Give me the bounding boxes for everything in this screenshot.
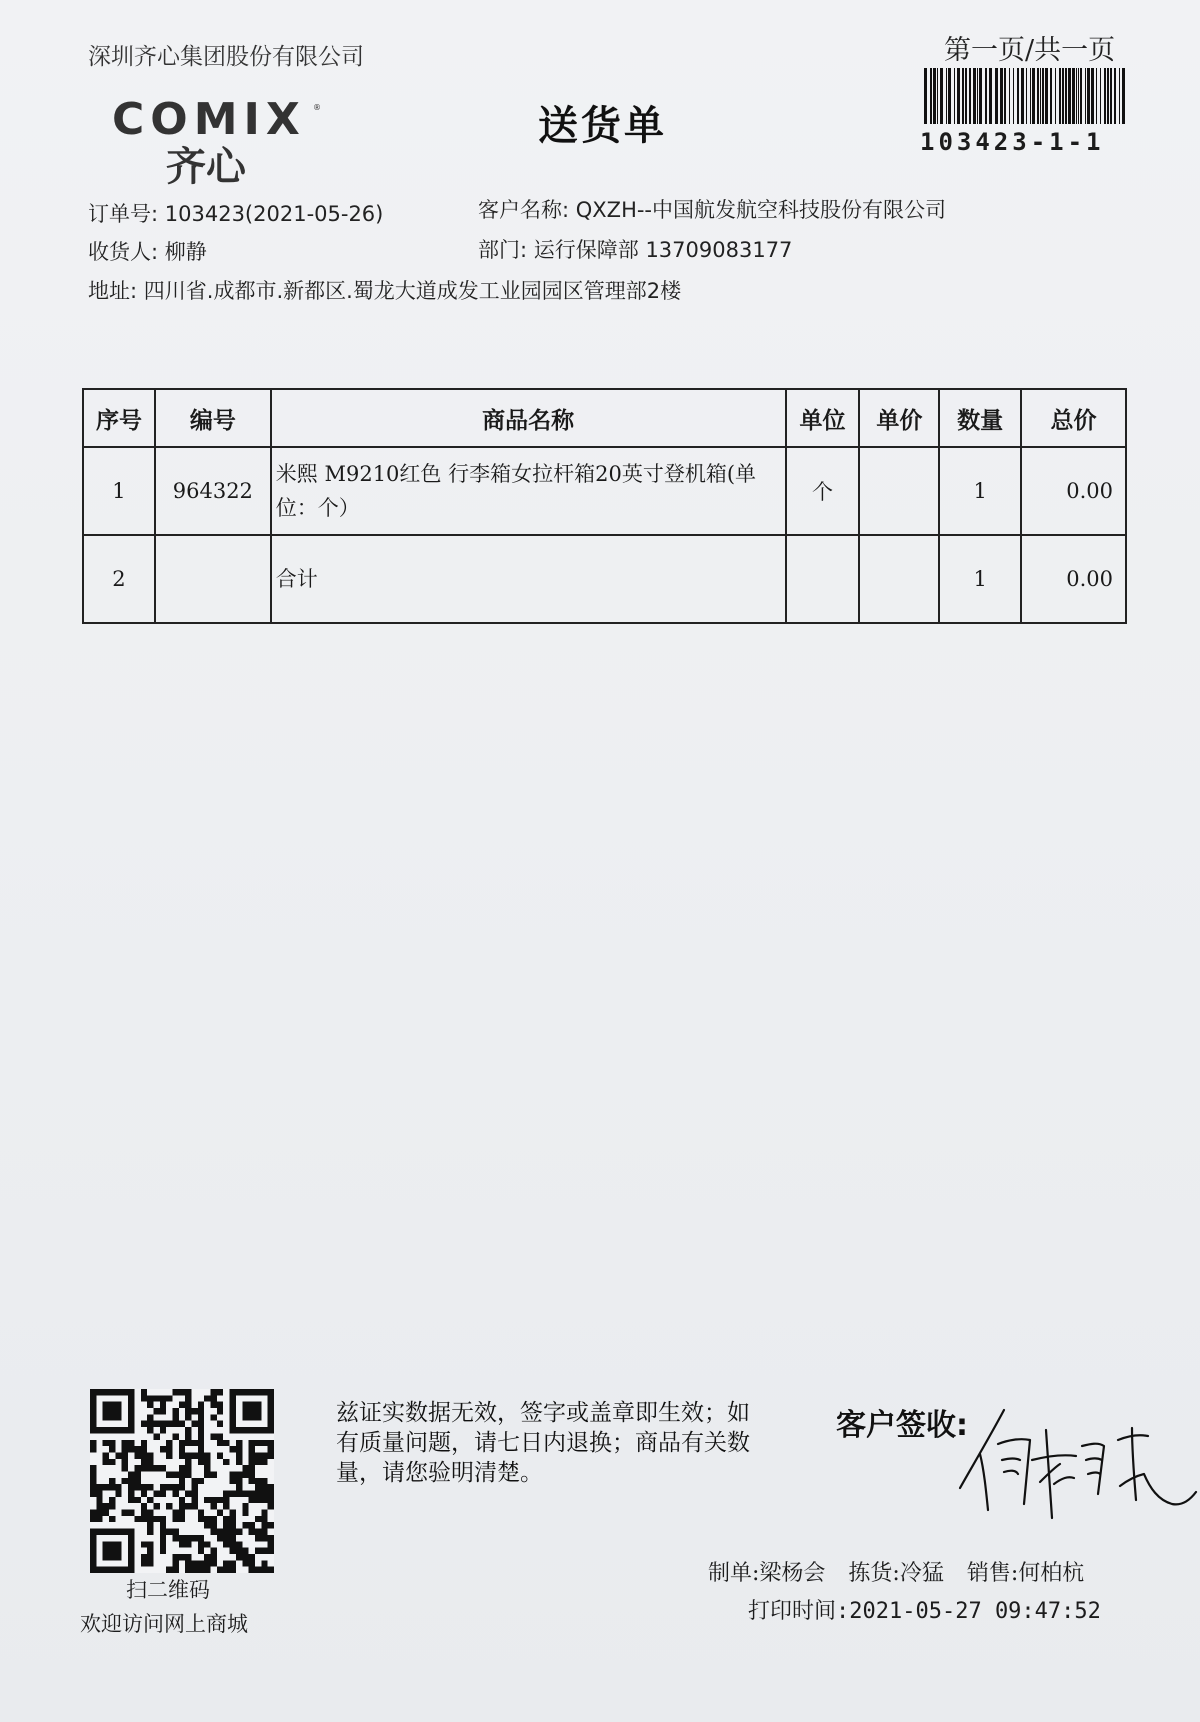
barcode-number: 103423-1-1 (920, 128, 1105, 156)
seq-cell: 2 (83, 535, 155, 623)
customer-value: QXZH--中国航发航空科技股份有限公司 (575, 198, 947, 222)
column-header: 总价 (1021, 389, 1126, 447)
department-label: 部门: (478, 238, 528, 262)
column-header: 单价 (859, 389, 939, 447)
customer-label: 客户名称: (478, 198, 570, 222)
receiver (88, 236, 207, 266)
svg-text:齐心: 齐心 (166, 144, 246, 186)
department-value: 运行保障部 13709083177 (533, 238, 793, 262)
product-name-cell: 合计 (271, 535, 786, 623)
receiver-value: 柳静 (164, 240, 207, 264)
document-title: 送货单 (538, 103, 667, 149)
unit-cell (786, 535, 860, 623)
qr-code-icon (90, 1389, 274, 1573)
notice-text: 兹证实数据无效，签字或盖章即生效；如有质量问题，请七日内退换；商品有关数量，请您验明清楚。 (336, 1400, 750, 1486)
column-header: 商品名称 (271, 389, 786, 447)
unit-cell: 个 (786, 447, 860, 535)
qr-sublabel: 欢迎访问网上商城 (80, 1612, 248, 1636)
code-cell: 964322 (155, 447, 271, 535)
order-number (88, 198, 383, 228)
address-value: 四川省.成都市.新都区.蜀龙大道成发工业园园区管理部2楼 (143, 279, 682, 303)
barcode-icon (922, 68, 1128, 124)
address (88, 275, 681, 305)
column-header: 单位 (786, 389, 860, 447)
department (478, 234, 792, 264)
receiver-label: 收货人: (88, 240, 159, 264)
qty-cell: 1 (939, 535, 1021, 623)
price-cell (859, 447, 939, 535)
product-name-cell: 米熙 M9210红色 行李箱女拉杆箱20英寸登机箱(单位：个） (271, 447, 786, 535)
total-cell: 0.00 (1021, 447, 1126, 535)
print-time: 打印时间:2021-05-27 09:47:52 (748, 1599, 1101, 1624)
sales-person: 销售:何柏杭 (966, 1561, 1085, 1586)
total-cell: 0.00 (1021, 535, 1126, 623)
column-header: 序号 (83, 389, 155, 447)
price-cell (859, 535, 939, 623)
staff-line (708, 1556, 1100, 1587)
made-by: 制单:梁杨会 (708, 1561, 826, 1586)
company-name: 深圳齐心集团股份有限公司 (88, 44, 364, 70)
signature-label: 客户签收: (836, 1408, 968, 1443)
customer-name (478, 194, 946, 224)
qr-label: 扫二维码 (126, 1578, 210, 1602)
svg-text:®: ® (313, 103, 321, 112)
seq-cell: 1 (83, 447, 155, 535)
column-header: 数量 (939, 389, 1021, 447)
comix-logo-icon (108, 94, 338, 186)
svg-text:COMIX: COMIX (112, 94, 306, 145)
code-cell (155, 535, 271, 623)
table-row (83, 535, 1126, 623)
column-header: 编号 (155, 389, 271, 447)
order-label: 订单号: (88, 202, 159, 226)
address-label: 地址: (88, 279, 138, 303)
items-table (82, 388, 1127, 624)
picked-by: 拣货:冷猛 (848, 1561, 944, 1586)
table-header-row (83, 389, 1126, 447)
page-indicator: 第一页/共一页 (944, 35, 1116, 66)
order-value: 103423(2021-05-26) (164, 202, 384, 226)
table-row (83, 447, 1126, 535)
handwritten-signature (958, 1400, 1198, 1540)
qty-cell: 1 (939, 447, 1021, 535)
